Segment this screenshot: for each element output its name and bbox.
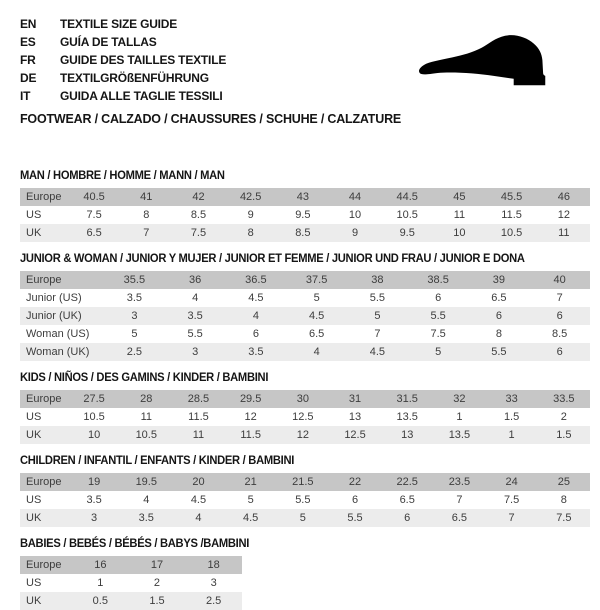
size-section-children	[20, 453, 590, 527]
table-row	[20, 206, 590, 224]
row-label: Woman (US)	[26, 328, 90, 340]
size-cell: 6	[351, 494, 359, 506]
size-cell: 45	[453, 191, 466, 203]
row-label: Europe	[26, 191, 62, 203]
size-cell: 1.5	[149, 595, 165, 607]
size-table-junior-woman	[20, 271, 590, 361]
size-cell: 13.5	[396, 411, 418, 423]
size-cell: 18	[207, 559, 220, 571]
size-cell: 13.5	[448, 429, 471, 441]
size-cell: 39	[492, 274, 505, 286]
size-cell: 7	[374, 328, 381, 340]
size-cell: 1.5	[556, 429, 572, 441]
size-cell: 8.5	[551, 328, 568, 340]
size-cell: 5.5	[369, 292, 386, 304]
size-table-babies	[20, 556, 242, 610]
size-cell: 9	[351, 227, 359, 239]
size-cell: 3	[210, 577, 217, 589]
size-cell: 8	[560, 494, 567, 506]
size-cell: 4.5	[308, 310, 325, 322]
row-label: US	[26, 209, 42, 221]
size-cell: 4.5	[369, 346, 386, 358]
size-cell: 7	[556, 292, 563, 304]
size-cell: 3.5	[248, 346, 264, 358]
size-cell: 4.5	[243, 512, 259, 524]
size-cell: 36	[189, 274, 202, 286]
size-cell: 42	[192, 191, 205, 203]
size-cell: 1.5	[503, 411, 520, 423]
size-section-babies	[20, 536, 590, 610]
size-cell: 5.5	[347, 512, 363, 524]
size-tables	[20, 168, 590, 610]
size-cell: 5.5	[491, 346, 507, 358]
lang-code: FR	[20, 53, 36, 67]
size-cell: 1	[97, 577, 104, 589]
table-row	[20, 307, 590, 325]
size-cell: 13	[401, 429, 414, 441]
size-cell: 6.5	[399, 494, 415, 506]
size-cell: 8	[247, 227, 254, 239]
table-title-children: CHILDREN / INFANTIL / ENFANTS / KINDER / BAMBINI	[20, 453, 295, 467]
row-label: Europe	[26, 476, 62, 488]
size-cell: 30	[296, 393, 309, 405]
size-cell: 8	[143, 209, 150, 221]
size-cell: 37.5	[305, 274, 328, 286]
size-cell: 19.5	[135, 476, 157, 488]
size-cell: 6.5	[308, 328, 325, 340]
size-cell: 5.5	[187, 328, 203, 340]
size-cell: 4	[143, 494, 150, 506]
size-cell: 44.5	[396, 191, 418, 203]
table-row	[20, 473, 590, 491]
size-cell: 28.5	[187, 393, 210, 405]
row-label: US	[26, 411, 42, 423]
size-cell: 5	[435, 346, 442, 358]
row-label: US	[26, 577, 42, 589]
row-label: Europe	[26, 274, 62, 286]
size-cell: 40.5	[83, 191, 105, 203]
size-cell: 11	[192, 429, 205, 441]
size-cell: 5	[131, 328, 138, 340]
size-cell: 4	[252, 310, 259, 322]
table-row	[20, 509, 590, 527]
table-title-junior-woman: JUNIOR & WOMAN / JUNIOR Y MUJER / JUNIOR ET FEMME / JUNIOR UND FRAU / JUNIOR E DONA	[20, 251, 525, 265]
lang-code: EN	[20, 17, 37, 31]
size-cell: 6.5	[86, 227, 102, 239]
size-section-man	[20, 168, 590, 242]
size-cell: 4	[192, 292, 199, 304]
size-cell: 6	[252, 328, 259, 340]
size-cell: 8.5	[190, 209, 207, 221]
size-cell: 6	[495, 310, 502, 322]
size-cell: 9.5	[295, 209, 311, 221]
size-cell: 1	[508, 429, 515, 441]
size-cell: 3.5	[138, 512, 154, 524]
size-cell: 7.5	[86, 209, 102, 221]
size-cell: 5.5	[430, 310, 446, 322]
size-section-kids	[20, 370, 590, 444]
size-cell: 10.5	[396, 209, 418, 221]
lang-text: GUIDA ALLE TAGLIE TESSILI	[60, 89, 223, 103]
size-cell: 4	[195, 512, 202, 524]
size-cell: 6.5	[491, 292, 507, 304]
lang-text: TEXTILGRÖßENFÜHRUNG	[60, 71, 209, 85]
size-cell: 2	[153, 577, 161, 589]
size-cell: 11	[558, 227, 570, 239]
size-cell: 7.5	[430, 328, 446, 340]
size-cell: 27.5	[83, 393, 105, 405]
table-row	[20, 408, 590, 426]
size-cell: 40	[553, 274, 566, 286]
table-row	[20, 426, 590, 444]
size-cell: 11.5	[240, 429, 261, 441]
size-cell: 4.5	[190, 494, 207, 506]
size-cell: 6	[435, 292, 442, 304]
size-cell: 21	[244, 476, 257, 488]
size-cell: 11	[453, 209, 466, 221]
size-cell: 16	[94, 559, 107, 571]
size-cell: 42.5	[239, 191, 262, 203]
size-cell: 10	[453, 227, 466, 239]
row-label: UK	[26, 512, 42, 524]
table-row	[20, 271, 590, 289]
size-cell: 3	[91, 512, 98, 524]
size-table-children	[20, 473, 590, 527]
table-row	[20, 224, 590, 242]
table-row	[20, 491, 590, 509]
size-cell: 7	[143, 227, 150, 239]
size-table-kids	[20, 390, 590, 444]
size-cell: 10.5	[135, 429, 157, 441]
size-cell: 11.5	[501, 209, 522, 221]
table-row	[20, 289, 590, 307]
size-cell: 7.5	[190, 227, 207, 239]
size-cell: 45.5	[500, 191, 523, 203]
lang-text: GUÍA DE TALLAS	[60, 35, 157, 49]
size-cell: 10	[348, 209, 362, 221]
size-cell: 6	[404, 512, 411, 524]
size-cell: 3	[192, 346, 199, 358]
size-cell: 7.5	[503, 494, 520, 506]
size-section-junior-woman	[20, 251, 590, 361]
size-cell: 36.5	[245, 274, 267, 286]
size-cell: 5	[247, 494, 254, 506]
row-label: UK	[26, 227, 42, 239]
size-cell: 2	[560, 411, 567, 423]
size-cell: 8.5	[295, 227, 311, 239]
lang-text: GUIDE DES TAILLES TEXTILE	[60, 53, 227, 67]
size-cell: 3.5	[187, 310, 203, 322]
size-cell: 5	[374, 310, 381, 322]
lang-code: ES	[20, 35, 36, 49]
size-cell: 29.5	[239, 393, 262, 405]
lang-text: TEXTILE SIZE GUIDE	[60, 17, 178, 31]
table-row	[20, 188, 590, 206]
size-cell: 38.5	[427, 274, 449, 286]
row-label: Junior (UK)	[26, 310, 82, 322]
size-cell: 20	[192, 476, 205, 488]
size-cell: 43	[296, 191, 309, 203]
size-cell: 8	[495, 328, 502, 340]
size-cell: 4	[313, 346, 320, 358]
size-cell: 12	[296, 429, 309, 441]
size-cell: 2.5	[206, 595, 222, 607]
size-table-man	[20, 188, 590, 242]
size-cell: 41	[140, 191, 153, 203]
row-label: US	[26, 494, 42, 506]
table-row	[20, 390, 590, 408]
dress-shoe-icon	[396, 30, 574, 96]
lang-code: IT	[20, 89, 31, 103]
size-cell: 5	[313, 292, 320, 304]
row-label: Woman (UK)	[26, 346, 90, 358]
category-title: FOOTWEAR / CALZADO / CHAUSSURES / SCHUHE / CALZATURE	[20, 112, 402, 126]
size-cell: 11.5	[188, 411, 209, 423]
row-label: UK	[26, 429, 42, 441]
size-cell: 32	[453, 393, 466, 405]
size-cell: 7	[508, 512, 515, 524]
size-cell: 3.5	[86, 494, 102, 506]
size-cell: 38	[371, 274, 384, 286]
table-row	[20, 325, 590, 343]
size-cell: 5	[299, 512, 306, 524]
size-cell: 6.5	[451, 512, 468, 524]
size-cell: 46	[557, 191, 570, 203]
table-title-babies: BABIES / BEBÉS / BÉBÉS / BABYS /BAMBINI	[20, 536, 250, 550]
size-cell: 6	[556, 346, 563, 358]
row-label: Europe	[26, 559, 62, 571]
size-cell: 19	[87, 476, 101, 488]
size-cell: 12.5	[292, 411, 314, 423]
table-row	[20, 343, 590, 361]
row-label: UK	[26, 595, 42, 607]
size-cell: 5.5	[295, 494, 311, 506]
size-cell: 22.5	[396, 476, 418, 488]
size-cell: 10.5	[83, 411, 105, 423]
size-cell: 13	[348, 411, 362, 423]
size-cell: 9	[247, 209, 254, 221]
size-cell: 21.5	[292, 476, 314, 488]
size-cell: 3.5	[126, 292, 143, 304]
table-row	[20, 592, 242, 610]
size-cell: 11	[140, 411, 152, 423]
size-cell: 3	[131, 310, 138, 322]
size-cell: 12.5	[344, 429, 366, 441]
size-cell: 25	[557, 476, 570, 488]
row-label: Junior (US)	[26, 292, 82, 304]
size-cell: 23.5	[448, 476, 471, 488]
size-cell: 1	[456, 411, 463, 423]
lang-code: DE	[20, 71, 37, 85]
size-cell: 24	[505, 476, 518, 488]
size-cell: 35.5	[123, 274, 146, 286]
size-cell: 28	[140, 393, 153, 405]
size-cell: 6	[556, 310, 563, 322]
size-cell: 12	[244, 411, 257, 423]
size-cell: 31.5	[396, 393, 418, 405]
size-cell: 44	[348, 191, 362, 203]
table-title-man: MAN / HOMBRE / HOMME / MANN / MAN	[20, 168, 225, 182]
size-cell: 9.5	[399, 227, 415, 239]
size-cell: 33.5	[553, 393, 575, 405]
size-cell: 0.5	[92, 595, 108, 607]
size-cell: 10	[87, 429, 101, 441]
table-row	[20, 574, 242, 592]
size-cell: 2.5	[126, 346, 143, 358]
size-cell: 12	[557, 209, 570, 221]
size-cell: 33	[505, 393, 518, 405]
row-label: Europe	[26, 393, 62, 405]
size-cell: 4.5	[248, 292, 264, 304]
size-cell: 17	[150, 559, 164, 571]
table-title-kids: KIDS / NIÑOS / DES GAMINS / KINDER / BAMBINI	[20, 370, 269, 384]
size-cell: 10.5	[500, 227, 523, 239]
size-cell: 31	[348, 393, 362, 405]
table-row	[20, 556, 242, 574]
size-cell: 22	[348, 476, 362, 488]
size-cell: 7.5	[556, 512, 572, 524]
size-cell: 7	[456, 494, 463, 506]
